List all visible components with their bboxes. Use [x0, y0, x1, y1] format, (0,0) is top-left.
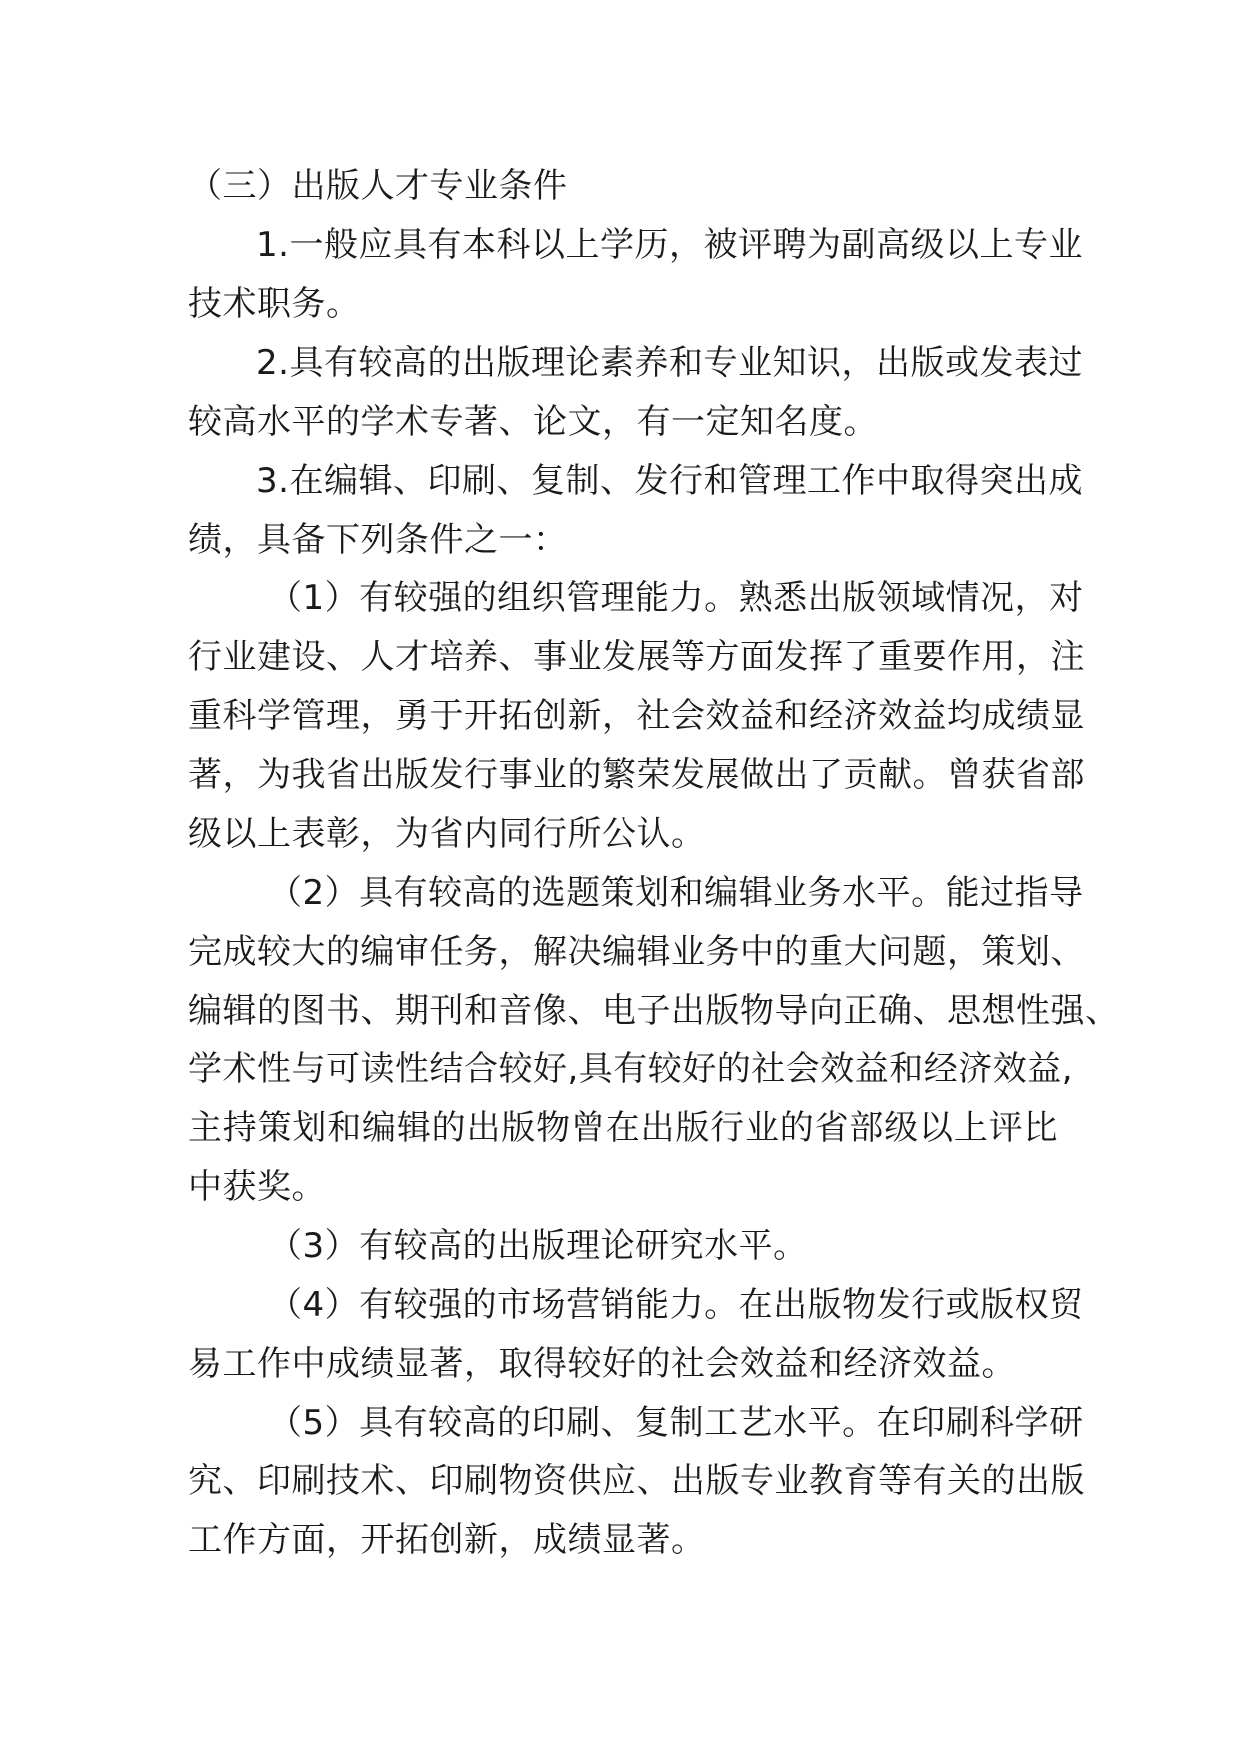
sub-item-2-line-3: 编辑的图书、期刊和音像、电子出版物导向正确、思想性强、	[188, 991, 1120, 1031]
sub-item-4-line-2: 易工作中成绩显著，取得较好的社会效益和经济效益。	[188, 1344, 1016, 1384]
sub-item-1-line-5: 级以上表彰，为省内同行所公认。	[188, 814, 706, 854]
sub-item-2-line-2: 完成较大的编审任务，解决编辑业务中的重大问题，策划、	[188, 932, 1085, 972]
paragraph-3-line-1: 3.在编辑、印刷、复制、发行和管理工作中取得突出成	[256, 461, 1083, 501]
section-heading: （三）出版人才专业条件	[188, 166, 568, 206]
sub-item-1-line-3: 重科学管理，勇于开拓创新，社会效益和经济效益均成绩显	[188, 696, 1085, 736]
paragraph-1-line-2: 技术职务。	[188, 284, 361, 324]
sub-item-1-line-2: 行业建设、人才培养、事业发展等方面发挥了重要作用，注	[188, 637, 1085, 677]
sub-item-2-line-4: 学术性与可读性结合较好,具有较好的社会效益和经济效益,	[188, 1049, 1074, 1089]
sub-item-2-line-5: 主持策划和编辑的出版物曾在出版行业的省部级以上评比	[188, 1108, 1058, 1148]
sub-item-1-line-4: 著，为我省出版发行事业的繁荣发展做出了贡献。曾获省部	[188, 755, 1085, 795]
sub-item-2-line-1: （2）具有较高的选题策划和编辑业务水平。能过指导	[268, 873, 1084, 913]
sub-item-5-line-2: 究、印刷技术、印刷物资供应、出版专业教育等有关的出版	[188, 1461, 1085, 1501]
sub-item-1-line-1: （1）有较强的组织管理能力。熟悉出版领域情况，对	[268, 578, 1084, 618]
paragraph-2-line-1: 2.具有较高的出版理论素养和专业知识，出版或发表过	[256, 343, 1083, 383]
sub-item-2-line-6: 中获奖。	[188, 1167, 326, 1207]
sub-item-3-line-1: （3）有较高的出版理论研究水平。	[268, 1226, 808, 1266]
paragraph-1-line-1: 1.一般应具有本科以上学历，被评聘为副高级以上专业	[256, 225, 1083, 265]
paragraph-2-line-2: 较高水平的学术专著、论文，有一定知名度。	[188, 402, 878, 442]
sub-item-4-line-1: （4）有较强的市场营销能力。在出版物发行或版权贸	[268, 1285, 1084, 1325]
sub-item-5-line-1: （5）具有较高的印刷、复制工艺水平。在印刷科学研	[268, 1403, 1084, 1443]
sub-item-5-line-3: 工作方面，开拓创新，成绩显著。	[188, 1520, 706, 1560]
paragraph-3-line-2: 绩，具备下列条件之一：	[188, 520, 568, 560]
